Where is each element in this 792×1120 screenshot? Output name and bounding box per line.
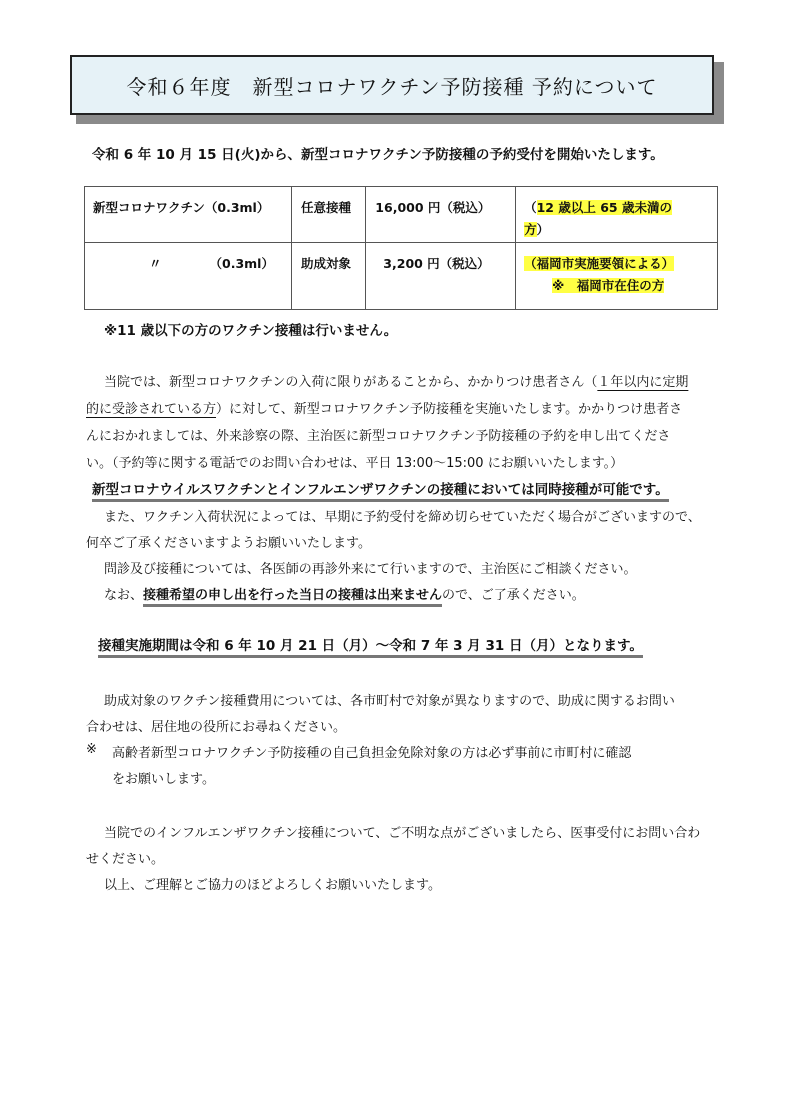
vaccine-name: 新型コロナワクチン（0.3ml）: [93, 200, 270, 215]
category: 任意接種: [300, 200, 351, 215]
body-line: 何卒ご了承くださいますようお願いいたします。: [86, 536, 371, 551]
body-line: [104, 584, 585, 603]
price: 3,200 円（税込）: [383, 256, 490, 271]
body-text: なお、: [104, 588, 144, 603]
vaccine-amount: （0.3ml）: [209, 256, 274, 271]
table-cell: [291, 187, 365, 243]
category: 助成対象: [300, 256, 351, 271]
body-line: [86, 398, 682, 417]
table-row: [85, 243, 718, 310]
page-title-text: 令和６年度 新型コロナワクチン予防接種 予約について: [126, 74, 658, 99]
target-subsidy: [516, 243, 717, 297]
underlined-text: 的に受診されている方: [86, 402, 217, 417]
body-line: せください。: [86, 852, 165, 867]
highlighted-age-suffix: 方: [524, 222, 537, 237]
ditto-mark: 〃: [149, 256, 162, 271]
body-line: い。（予約等に関する電話でのお問い合わせは、平日 13:00～15:00 にお願いいたします。）: [86, 456, 624, 471]
table-cell: [85, 243, 292, 310]
page-title: [70, 55, 714, 115]
body-line: 問診及び接種については、各医師の再診外来にて行いますので、主治医にご相談ください。: [104, 562, 637, 577]
table-cell: [366, 187, 516, 243]
closing-line: 以上、ご理解とご協力のほどよろしくお願いいたします。: [104, 878, 441, 893]
body-line: 合わせは、居住地の役所にお尋ねください。: [86, 720, 347, 735]
highlighted-age-range: 12 歳以上 65 歳未満の: [536, 200, 672, 215]
note-mark: ※: [86, 742, 97, 757]
paren-open: （: [524, 200, 537, 215]
body-line: また、ワクチン入荷状況によっては、早期に予約受付を締め切らせていただく場合がございますので、: [104, 510, 701, 525]
target-age: [516, 187, 717, 241]
vaccination-period: 接種実施期間は令和 6 年 10 月 21 日（月）～令和 7 年 3 月 31 日（月）となります。: [98, 634, 643, 658]
intro-text: 令和 6 年 10 月 15 日(火)から、新型コロナワクチン予防接種の予約受付を開始いたします。: [92, 147, 664, 163]
body-line: んにおかれましては、外来診察の際、主治医に新型コロナワクチン予防接種の予約を申し出てくださ: [86, 429, 671, 444]
body-line: 助成対象のワクチン接種費用については、各市町村で対象が異なりますので、助成に関するお問い: [104, 694, 675, 709]
price: 16,000 円（税込）: [375, 200, 491, 215]
body-line: [104, 371, 688, 390]
body-line: 高齢者新型コロナワクチン予防接種の自己負担金免除対象の方は必ず事前に市町村に確認: [112, 746, 632, 761]
underlined-text: １年以内に定期: [597, 375, 689, 390]
highlighted-subsidy-rule: （福岡市実施要領による）: [524, 256, 675, 271]
body-text: ので、ご了承ください。: [442, 588, 585, 603]
table-cell: [516, 243, 718, 310]
body-text: 当院では、新型コロナワクチンの入荷に限りがあることから、かかりつけ患者さん（: [104, 375, 598, 390]
body-text: ）に対して、新型コロナワクチン予防接種を実施いたします。かかりつけ患者さ: [216, 402, 683, 417]
table-note: ※11 歳以下の方のワクチン接種は行いません。: [104, 323, 398, 339]
table-cell: [85, 187, 292, 243]
body-line: 当院でのインフルエンザワクチン接種について、ご不明な点がございましたら、医事受付にお問い合わ: [104, 826, 701, 841]
table-cell: [291, 243, 365, 310]
table-cell: [366, 243, 516, 310]
same-day-warning: 接種希望の申し出を行った当日の接種は出来ません: [143, 588, 442, 607]
table-cell: [516, 187, 718, 243]
highlighted-residency: ※ 福岡市在住の方: [552, 278, 665, 293]
body-line: をお願いします。: [112, 772, 215, 787]
simultaneous-vaccination-notice: 新型コロナウイルスワクチンとインフルエンザワクチンの接種においては同時接種が可能です。: [92, 478, 669, 502]
vaccine-name: [85, 243, 291, 275]
table-row: [85, 187, 718, 243]
vaccine-table: [84, 186, 718, 310]
paren-close: ）: [536, 222, 550, 237]
